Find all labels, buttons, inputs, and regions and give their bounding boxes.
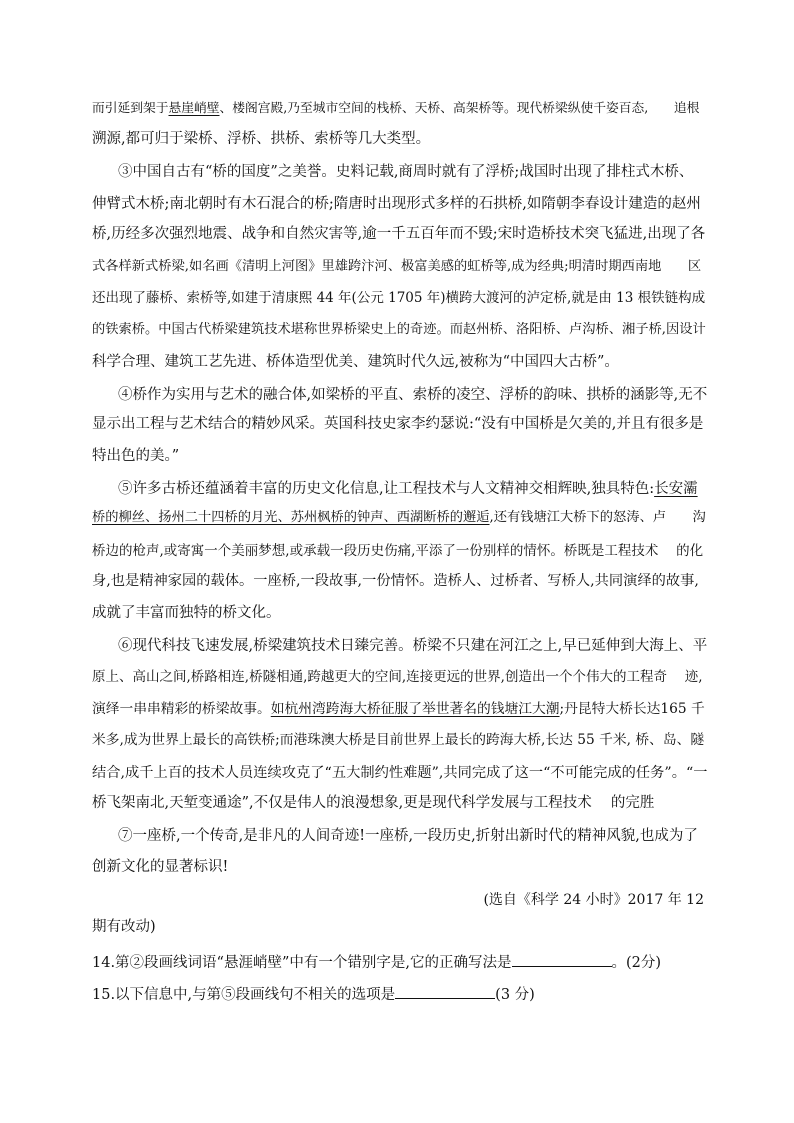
text-segment: ⑦一座桥,一个传奇,是非凡的人间奇迹!一座桥,一段历史,折射出新时代的精神风貌,也成为了	[118, 828, 698, 844]
text-line	[92, 194, 701, 214]
text-line	[92, 508, 706, 528]
source-citation: (选自《科学 24 小时》2017 年 12	[483, 892, 704, 908]
text-segment: 、楼阁宫殿,乃至城市空间的栈桥、天桥、高架桥等。现代桥梁纵使千姿百态, 追根	[219, 101, 700, 116]
text-segment: ④桥作为实用与艺术的融合体,如梁桥的平直、索桥的凌空、浮桥的韵味、拱桥的涵影等,无不	[118, 387, 708, 403]
text-segment: 特出色的美。”	[92, 448, 180, 464]
text-line	[118, 636, 707, 656]
underlined-phrase: 如杭州湾跨海大桥征服了举世著名的钱塘江大潮	[270, 701, 560, 717]
text-segment: 身,也是精神家园的载体。一座桥,一段故事,一份情怀。造桥人、过桥者、写桥人,共同演绎的故事,	[92, 573, 699, 589]
text-segment: 桥边的枪声,或寄寓一个美丽梦想,或承载一段历史伤痛,平添了一份别样的情怀。桥既是工程技术 的化	[92, 543, 704, 559]
text-line	[92, 414, 703, 434]
text-segment: ⑥现代科技飞速发展,桥梁建筑技术日臻完善。桥梁不只建在河江之上,早已延伸到大海上、平	[118, 638, 708, 654]
answer-blank-15[interactable]	[395, 984, 495, 999]
answer-blank-14[interactable]	[512, 952, 612, 967]
text-line	[92, 571, 699, 591]
text-line	[92, 129, 430, 149]
text-line	[118, 385, 707, 405]
text-line	[92, 224, 705, 244]
text-segment: 伸臂式木桥;南北朝时有木石混合的桥;隋唐时出现形式多样的石拱桥,如隋朝李春设计建造的赵州	[92, 196, 701, 212]
text-line	[92, 857, 228, 877]
text-line	[118, 826, 698, 846]
underlined-phrase: 悬崖峭壁	[168, 101, 220, 116]
text-segment: ,还有钱塘江大桥下的怒涛、卢 沟	[489, 510, 706, 525]
text-line	[92, 320, 706, 340]
text-line	[92, 763, 708, 783]
text-segment: 桥,历经多次强烈地震、战争和自然灾害等,逾一千五百年而不毁;宋时造桥技术突飞猛进,出现了各	[92, 226, 706, 242]
text-segment: 米多,成为世界上最长的高铁桥;而港珠澳大桥是目前世界上最长的跨海大桥,长达 55 千米, 桥、岛、隧	[92, 732, 705, 748]
question-15	[92, 984, 535, 1005]
text-segment: 原上、高山之间,桥路相连,桥隧相通,跨越更大的空间,连接更远的世界,创造出一个个伟大的工程奇 迹,	[92, 669, 703, 685]
text-line	[92, 603, 281, 623]
text-line	[92, 257, 701, 277]
question-14-text: 14.第②段画线词语“悬涯峭壁”中有一个错别字是,它的正确写法是	[92, 955, 512, 971]
text-line	[92, 793, 654, 813]
text-line	[92, 699, 705, 719]
text-line	[118, 162, 693, 182]
text-segment: 溯源,都可归于梁桥、浮桥、拱桥、索桥等几大类型。	[92, 131, 431, 147]
text-segment: 演绎一串串精彩的桥梁故事。	[92, 701, 271, 717]
question-15-text: 15.以下信息中,与第⑤段画线句不相关的选项是	[92, 987, 396, 1003]
text-line	[92, 446, 179, 466]
text-segment: 的铁索桥。中国古代桥梁建筑技术堪称世界桥梁史上的奇迹。而赵州桥、洛阳桥、卢沟桥、湘子桥,因设计	[92, 322, 706, 337]
text-line	[92, 352, 619, 372]
text-segment: ③中国自古有“桥的国度”之美誉。史料记载,商周时就有了浮桥;战国时出现了排柱式木桥、	[118, 164, 694, 180]
question-14	[92, 952, 661, 973]
text-line	[118, 479, 698, 499]
text-segment: 结合,成千上百的技术人员连续攻克了“五大制约性难题”,共同完成了这一“不可能完成的任务”。“一	[92, 765, 708, 781]
text-segment: 成就了丰富而独特的桥文化。	[92, 605, 281, 621]
text-segment: 式各样新式桥梁,如名画《清明上河图》里雄跨汴河、极富美感的虹桥等,成为经典;明清时期西南地 区	[92, 259, 702, 274]
question-15-score: (3 分)	[495, 987, 535, 1003]
text-segment: 桥飞架南北,天堑变通途”,不仅是伟人的浪漫想象,更是现代科学发展与工程技术 的完胜	[92, 795, 655, 811]
text-segment: 科学合理、建筑工艺先进、桥体造型优美、建筑时代久远,被称为“中国四大古桥”。	[92, 354, 619, 370]
question-14-score: 。(2分)	[611, 955, 662, 971]
underlined-phrase: 桥的柳丝、扬州二十四桥的月光、苏州枫桥的钟声、西湖断桥的邂逅	[92, 510, 490, 525]
text-segment: 显示出工程与艺术结合的精妙风采。英国科技史家李约瑟说:“没有中国桥是欠美的,并且有很多是	[92, 416, 704, 432]
text-line	[92, 667, 703, 687]
text-segment: 而引延到架于	[92, 101, 169, 116]
text-segment: 创新文化的显著标识!	[92, 859, 229, 875]
text-segment: ;丹昆特大桥长达165 千	[559, 701, 705, 717]
text-line	[92, 288, 705, 308]
source-citation-continued: 期有改动)	[92, 919, 156, 935]
underlined-phrase: 长安灞	[654, 481, 698, 497]
text-line	[92, 99, 699, 119]
text-line	[92, 730, 704, 750]
text-line	[92, 541, 703, 561]
text-segment: ⑤许多古桥还蕴涵着丰富的历史文化信息,让工程技术与人文精神交相辉映,独具特色:	[118, 481, 655, 497]
text-segment: 还出现了藤桥、索桥等,如建于清康熙 44 年(公元 1705 年)横跨大渡河的泸定桥,就是由 13 根铁链构成	[92, 290, 706, 306]
